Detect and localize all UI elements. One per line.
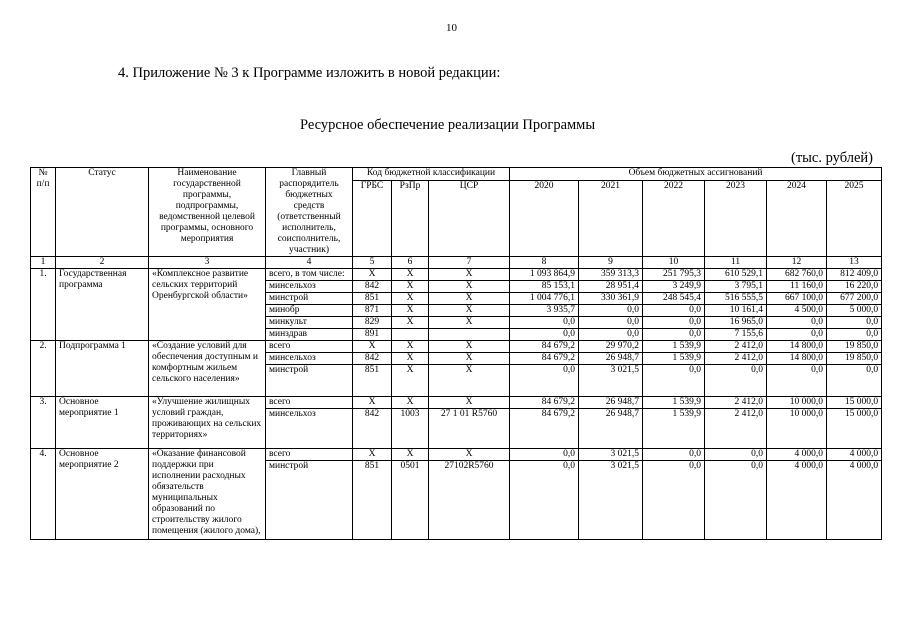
row-csr: Х bbox=[429, 305, 510, 317]
row-amount: 677 200,0 bbox=[827, 293, 882, 305]
row-amount: 330 361,9 bbox=[579, 293, 643, 305]
row-amount: 3 935,7 bbox=[510, 305, 579, 317]
row-admin: минсельхоз bbox=[266, 281, 353, 293]
row-amount: 4 000,0 bbox=[827, 461, 882, 540]
header-year: 2020 bbox=[510, 181, 579, 257]
section-heading: 4. Приложение № 3 к Программе изложить в новой редакции: bbox=[118, 65, 501, 81]
row-number: 3. bbox=[31, 397, 56, 449]
row-rzpr: 1003 bbox=[392, 409, 429, 449]
row-rzpr: Х bbox=[392, 269, 429, 281]
row-amount: 0,0 bbox=[510, 317, 579, 329]
row-amount: 0,0 bbox=[705, 365, 767, 397]
row-grbs: Х bbox=[353, 341, 392, 353]
row-amount: 84 679,2 bbox=[510, 341, 579, 353]
header-year: 2022 bbox=[643, 181, 705, 257]
row-amount: 1 539,9 bbox=[643, 397, 705, 409]
row-amount: 1 093 864,9 bbox=[510, 269, 579, 281]
header-status: Статус bbox=[56, 168, 149, 257]
row-rzpr: Х bbox=[392, 353, 429, 365]
row-rzpr bbox=[392, 329, 429, 341]
row-csr: Х bbox=[429, 281, 510, 293]
row-amount: 26 948,7 bbox=[579, 409, 643, 449]
row-rzpr: Х bbox=[392, 293, 429, 305]
column-number: 4 bbox=[266, 257, 353, 269]
row-amount: 0,0 bbox=[827, 365, 882, 397]
row-number: 1. bbox=[31, 269, 56, 341]
row-csr: 27 1 01 R5760 bbox=[429, 409, 510, 449]
header-grbs: ГРБС bbox=[353, 181, 392, 257]
row-amount: 0,0 bbox=[579, 305, 643, 317]
row-amount: 4 000,0 bbox=[767, 449, 827, 461]
header-admin: Главный распорядитель бюджетных средств (ответственный исполнитель, соисполнитель, участник) bbox=[266, 168, 353, 257]
row-grbs: Х bbox=[353, 269, 392, 281]
row-rzpr: Х bbox=[392, 317, 429, 329]
row-amount: 0,0 bbox=[767, 317, 827, 329]
row-admin: минкульт bbox=[266, 317, 353, 329]
row-csr: Х bbox=[429, 397, 510, 409]
page-number: 10 bbox=[446, 22, 457, 34]
row-amount: 10 161,4 bbox=[705, 305, 767, 317]
row-amount: 248 545,4 bbox=[643, 293, 705, 305]
row-admin: минсельхоз bbox=[266, 409, 353, 449]
row-status: Основное мероприятие 1 bbox=[56, 397, 149, 449]
row-grbs: 829 bbox=[353, 317, 392, 329]
row-amount: 682 760,0 bbox=[767, 269, 827, 281]
row-status: Подпрограмма 1 bbox=[56, 341, 149, 397]
row-amount: 0,0 bbox=[510, 461, 579, 540]
row-amount: 4 500,0 bbox=[767, 305, 827, 317]
row-grbs: 851 bbox=[353, 365, 392, 397]
row-amount: 2 412,0 bbox=[705, 409, 767, 449]
row-grbs: 851 bbox=[353, 461, 392, 540]
row-amount: 610 529,1 bbox=[705, 269, 767, 281]
row-name: «Создание условий для обеспечения доступным и комфортным жильем сельского населения» bbox=[149, 341, 266, 397]
row-amount: 0,0 bbox=[767, 365, 827, 397]
row-admin: минздрав bbox=[266, 329, 353, 341]
row-rzpr: 0501 bbox=[392, 461, 429, 540]
header-year: 2024 bbox=[767, 181, 827, 257]
row-amount: 26 948,7 bbox=[579, 397, 643, 409]
row-amount: 11 160,0 bbox=[767, 281, 827, 293]
header-volume: Объем бюджетных ассигнований bbox=[510, 168, 882, 181]
row-amount: 0,0 bbox=[705, 449, 767, 461]
column-number: 5 bbox=[353, 257, 392, 269]
table-body bbox=[31, 269, 882, 540]
row-csr bbox=[429, 329, 510, 341]
row-rzpr: Х bbox=[392, 305, 429, 317]
row-amount: 15 000,0 bbox=[827, 409, 882, 449]
row-status: Основное мероприятие 2 bbox=[56, 449, 149, 540]
column-number: 1 bbox=[31, 257, 56, 269]
row-csr: Х bbox=[429, 293, 510, 305]
row-amount: 3 021,5 bbox=[579, 449, 643, 461]
row-amount: 0,0 bbox=[510, 449, 579, 461]
table-row bbox=[31, 449, 882, 461]
row-grbs: 842 bbox=[353, 281, 392, 293]
row-amount: 3 249,9 bbox=[643, 281, 705, 293]
row-amount: 85 153,1 bbox=[510, 281, 579, 293]
row-amount: 0,0 bbox=[643, 365, 705, 397]
row-amount: 16 220,0 bbox=[827, 281, 882, 293]
row-amount: 0,0 bbox=[767, 329, 827, 341]
row-status: Государственная программа bbox=[56, 269, 149, 341]
row-admin: всего bbox=[266, 449, 353, 461]
row-amount: 10 000,0 bbox=[767, 397, 827, 409]
row-csr: Х bbox=[429, 341, 510, 353]
row-admin: минобр bbox=[266, 305, 353, 317]
row-amount: 84 679,2 bbox=[510, 409, 579, 449]
row-amount: 2 412,0 bbox=[705, 341, 767, 353]
row-amount: 5 000,0 bbox=[827, 305, 882, 317]
header-rzpr: РзПр bbox=[392, 181, 429, 257]
row-rzpr: Х bbox=[392, 397, 429, 409]
row-number: 4. bbox=[31, 449, 56, 540]
row-grbs: 851 bbox=[353, 293, 392, 305]
row-amount: 0,0 bbox=[510, 329, 579, 341]
row-amount: 2 412,0 bbox=[705, 353, 767, 365]
resource-table bbox=[30, 167, 882, 540]
row-rzpr: Х bbox=[392, 449, 429, 461]
column-number: 10 bbox=[643, 257, 705, 269]
row-admin: минстрой bbox=[266, 461, 353, 540]
row-amount: 14 800,0 bbox=[767, 353, 827, 365]
table-title: Ресурсное обеспечение реализации Программы bbox=[300, 117, 596, 133]
header-year: 2025 bbox=[827, 181, 882, 257]
row-csr: Х bbox=[429, 317, 510, 329]
row-amount: 0,0 bbox=[643, 317, 705, 329]
row-name: «Оказание финансовой поддержки при исполнении расходных обязательств муниципальных образований по строительству жилого помещения (жилого дома), bbox=[149, 449, 266, 540]
row-amount: 0,0 bbox=[510, 365, 579, 397]
row-admin: минстрой bbox=[266, 365, 353, 397]
units-label: (тыс. рублей) bbox=[791, 150, 873, 166]
row-amount: 1 539,9 bbox=[643, 341, 705, 353]
row-amount: 3 795,1 bbox=[705, 281, 767, 293]
row-csr: Х bbox=[429, 365, 510, 397]
column-number: 9 bbox=[579, 257, 643, 269]
row-name: «Улучшение жилищных условий граждан, проживающих на сельских территориях» bbox=[149, 397, 266, 449]
row-amount: 15 000,0 bbox=[827, 397, 882, 409]
row-amount: 3 021,5 bbox=[579, 365, 643, 397]
column-number: 3 bbox=[149, 257, 266, 269]
row-grbs: 891 bbox=[353, 329, 392, 341]
row-amount: 0,0 bbox=[705, 461, 767, 540]
row-grbs: 842 bbox=[353, 409, 392, 449]
header-name: Наименование государственной программы, подпрограммы, ведомственной целевой программы, основного мероприятия bbox=[149, 168, 266, 257]
row-name: «Комплексное развитие сельских территорий Оренбургской области» bbox=[149, 269, 266, 341]
column-number: 11 bbox=[705, 257, 767, 269]
row-number: 2. bbox=[31, 341, 56, 397]
row-amount: 7 155,6 bbox=[705, 329, 767, 341]
table-row bbox=[31, 397, 882, 409]
row-amount: 0,0 bbox=[643, 461, 705, 540]
row-csr: Х bbox=[429, 449, 510, 461]
header-year: 2023 bbox=[705, 181, 767, 257]
row-csr: 27102R5760 bbox=[429, 461, 510, 540]
column-number: 13 bbox=[827, 257, 882, 269]
row-amount: 0,0 bbox=[643, 305, 705, 317]
row-amount: 4 000,0 bbox=[827, 449, 882, 461]
row-admin: всего bbox=[266, 397, 353, 409]
row-amount: 28 951,4 bbox=[579, 281, 643, 293]
row-grbs: 842 bbox=[353, 353, 392, 365]
row-amount: 0,0 bbox=[643, 329, 705, 341]
row-amount: 0,0 bbox=[827, 329, 882, 341]
row-csr: Х bbox=[429, 353, 510, 365]
header-csr: ЦСР bbox=[429, 181, 510, 257]
row-amount: 812 409,0 bbox=[827, 269, 882, 281]
row-admin: минсельхоз bbox=[266, 353, 353, 365]
table-row bbox=[31, 269, 882, 281]
row-grbs: 871 bbox=[353, 305, 392, 317]
row-amount: 19 850,0 bbox=[827, 353, 882, 365]
row-amount: 16 965,0 bbox=[705, 317, 767, 329]
row-amount: 26 948,7 bbox=[579, 353, 643, 365]
row-rzpr: Х bbox=[392, 281, 429, 293]
row-amount: 251 795,3 bbox=[643, 269, 705, 281]
row-amount: 0,0 bbox=[827, 317, 882, 329]
row-amount: 0,0 bbox=[643, 449, 705, 461]
column-number-row bbox=[31, 257, 882, 269]
row-amount: 19 850,0 bbox=[827, 341, 882, 353]
row-amount: 1 004 776,1 bbox=[510, 293, 579, 305]
column-number: 2 bbox=[56, 257, 149, 269]
row-amount: 3 021,5 bbox=[579, 461, 643, 540]
header-kbk: Код бюджетной классификации bbox=[353, 168, 510, 181]
row-amount: 84 679,2 bbox=[510, 353, 579, 365]
row-rzpr: Х bbox=[392, 341, 429, 353]
row-grbs: Х bbox=[353, 397, 392, 409]
row-amount: 667 100,0 bbox=[767, 293, 827, 305]
table-row bbox=[31, 341, 882, 353]
column-number: 12 bbox=[767, 257, 827, 269]
row-admin: минстрой bbox=[266, 293, 353, 305]
row-amount: 14 800,0 bbox=[767, 341, 827, 353]
header-year: 2021 bbox=[579, 181, 643, 257]
row-amount: 2 412,0 bbox=[705, 397, 767, 409]
column-number: 6 bbox=[392, 257, 429, 269]
row-amount: 1 539,9 bbox=[643, 409, 705, 449]
row-admin: всего, в том числе: bbox=[266, 269, 353, 281]
row-amount: 0,0 bbox=[579, 329, 643, 341]
row-amount: 29 970,2 bbox=[579, 341, 643, 353]
column-number: 8 bbox=[510, 257, 579, 269]
row-amount: 1 539,9 bbox=[643, 353, 705, 365]
row-rzpr: Х bbox=[392, 365, 429, 397]
row-grbs: Х bbox=[353, 449, 392, 461]
header-num: № п/п bbox=[31, 168, 56, 257]
row-amount: 0,0 bbox=[579, 317, 643, 329]
row-amount: 10 000,0 bbox=[767, 409, 827, 449]
row-amount: 4 000,0 bbox=[767, 461, 827, 540]
row-amount: 359 313,3 bbox=[579, 269, 643, 281]
column-number: 7 bbox=[429, 257, 510, 269]
row-amount: 516 555,5 bbox=[705, 293, 767, 305]
row-amount: 84 679,2 bbox=[510, 397, 579, 409]
row-csr: Х bbox=[429, 269, 510, 281]
row-admin: всего bbox=[266, 341, 353, 353]
